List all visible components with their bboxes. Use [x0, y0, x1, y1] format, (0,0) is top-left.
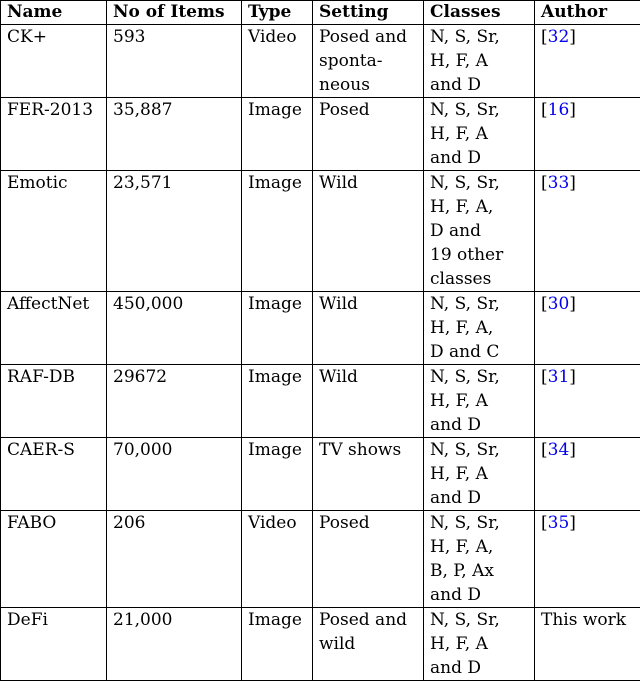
header-setting: Setting	[313, 1, 424, 25]
cell-author: [30]	[535, 292, 640, 365]
cell-items: 593	[107, 25, 242, 98]
cell-setting: Posed	[313, 98, 424, 171]
citation-link[interactable]: 33	[548, 173, 570, 193]
cell-name: AffectNet	[1, 292, 107, 365]
cell-author: [16]	[535, 98, 640, 171]
cell-items: 206	[107, 511, 242, 608]
header-items: No of Items	[107, 1, 242, 25]
header-row	[1, 1, 640, 25]
table-row	[1, 511, 640, 608]
citation-link[interactable]: 32	[548, 27, 570, 47]
cell-setting: Wild	[313, 292, 424, 365]
cell-classes: N, S, Sr, H, F, A, D and 19 other classes	[424, 171, 535, 292]
citation-link[interactable]: 34	[548, 440, 570, 460]
cell-classes: N, S, Sr, H, F, A and D	[424, 25, 535, 98]
cell-type: Video	[242, 511, 313, 608]
citation-link[interactable]: 16	[548, 100, 570, 120]
cell-setting: Posed and wild	[313, 608, 424, 681]
cell-classes: N, S, Sr, H, F, A and D	[424, 438, 535, 511]
cell-setting: Posed and sponta- neous	[313, 25, 424, 98]
cell-setting: Wild	[313, 365, 424, 438]
citation-link[interactable]: 31	[548, 367, 570, 387]
cell-classes: N, S, Sr, H, F, A and D	[424, 608, 535, 681]
cell-name: Emotic	[1, 171, 107, 292]
cell-items: 70,000	[107, 438, 242, 511]
cell-name: CAER-S	[1, 438, 107, 511]
cell-type: Image	[242, 292, 313, 365]
cell-name: CK+	[1, 25, 107, 98]
table-row	[1, 365, 640, 438]
cell-classes: N, S, Sr, H, F, A, B, P, Ax and D	[424, 511, 535, 608]
cell-classes: N, S, Sr, H, F, A and D	[424, 365, 535, 438]
header-classes: Classes	[424, 1, 535, 25]
cell-type: Video	[242, 25, 313, 98]
cell-type: Image	[242, 98, 313, 171]
header-type: Type	[242, 1, 313, 25]
cell-items: 23,571	[107, 171, 242, 292]
cell-setting: TV shows	[313, 438, 424, 511]
cell-author: [31]	[535, 365, 640, 438]
cell-type: Image	[242, 438, 313, 511]
header-name: Name	[1, 1, 107, 25]
cell-name: DeFi	[1, 608, 107, 681]
cell-author: This work	[535, 608, 640, 681]
cell-items: 35,887	[107, 98, 242, 171]
table-row	[1, 171, 640, 292]
cell-classes: N, S, Sr, H, F, A, D and C	[424, 292, 535, 365]
citation-link[interactable]: 30	[548, 294, 570, 314]
header-author: Author	[535, 1, 640, 25]
cell-type: Image	[242, 608, 313, 681]
cell-setting: Posed	[313, 511, 424, 608]
cell-setting: Wild	[313, 171, 424, 292]
table-row	[1, 438, 640, 511]
table-row	[1, 608, 640, 681]
cell-name: RAF-DB	[1, 365, 107, 438]
cell-name: FABO	[1, 511, 107, 608]
cell-type: Image	[242, 171, 313, 292]
cell-name: FER-2013	[1, 98, 107, 171]
table-row	[1, 98, 640, 171]
cell-items: 29672	[107, 365, 242, 438]
cell-author: [32]	[535, 25, 640, 98]
table-row	[1, 292, 640, 365]
cell-items: 450,000	[107, 292, 242, 365]
cell-author: [33]	[535, 171, 640, 292]
cell-type: Image	[242, 365, 313, 438]
cell-author: [35]	[535, 511, 640, 608]
citation-link[interactable]: 35	[548, 513, 570, 533]
cell-items: 21,000	[107, 608, 242, 681]
cell-classes: N, S, Sr, H, F, A and D	[424, 98, 535, 171]
cell-author: [34]	[535, 438, 640, 511]
table-row	[1, 25, 640, 98]
